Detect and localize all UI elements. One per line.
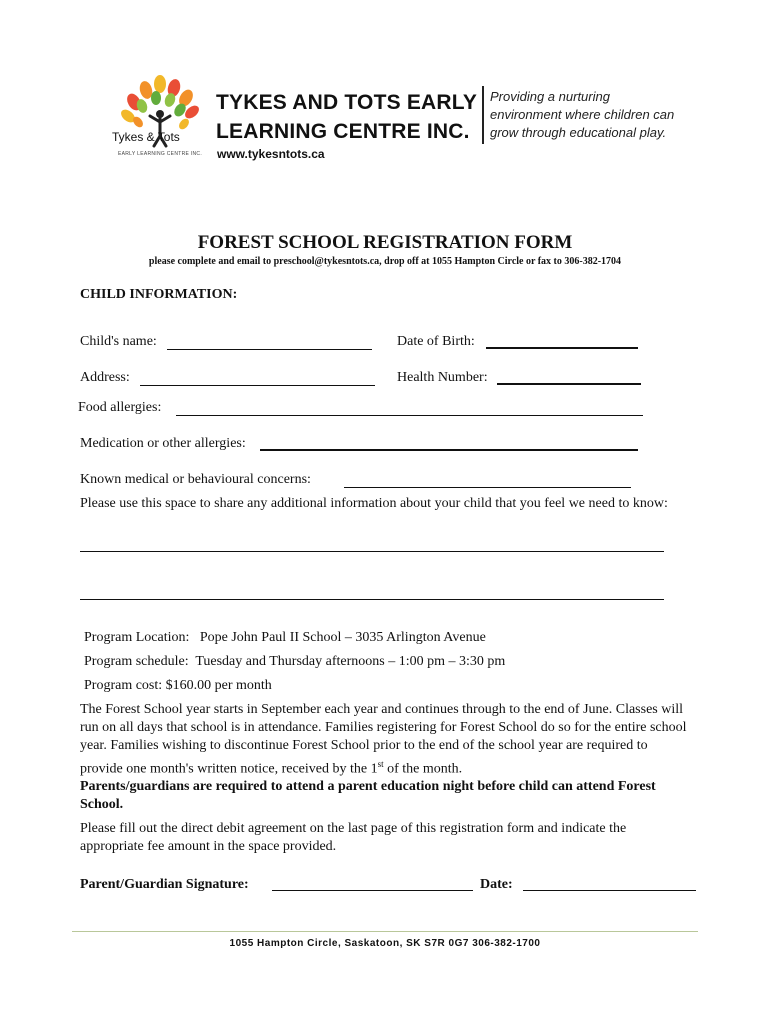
footer-address: 1055 Hampton Circle, Saskatoon, SK S7R 0G7 306-382-1700 — [229, 938, 541, 949]
org-name — [216, 88, 477, 146]
form-subtitle: please complete and email to preschool@tykesntots.ca, drop off at 1055 Hampton Circle or fax to 306-382-1704 — [148, 256, 622, 267]
medication-field[interactable] — [260, 449, 638, 451]
logo-text: Tykes & Tots — [112, 130, 180, 144]
org-name-line1: TYKES AND TOTS EARLY — [216, 91, 478, 114]
health-number-label: Health Number: — [397, 370, 488, 385]
address-label: Address: — [80, 370, 130, 385]
additional-info-line-2[interactable] — [80, 599, 664, 600]
childs-name-field[interactable] — [167, 349, 372, 350]
date-label: Date: — [480, 877, 513, 892]
address-field[interactable] — [140, 385, 375, 386]
policy-superscript: st — [377, 759, 384, 769]
program-location: Program Location: Pope John Paul II School – 3035 Arlington Avenue — [84, 630, 486, 645]
program-schedule: Program schedule: Tuesday and Thursday afternoons – 1:00 pm – 3:30 pm — [84, 654, 506, 669]
policy-text: The Forest School year starts in September each year and continues through to the end of June. Classes will run on all days that school is in attendance. Families registering for Forest School do so for the entire school year. Families wishing to discontinue Forest School prior to the end of the school year are required to provide one month's written notice, received by the 1 — [80, 702, 687, 777]
food-allergies-field[interactable] — [176, 415, 643, 416]
food-allergies-label: Food allergies: — [78, 400, 162, 415]
signature-field[interactable] — [272, 890, 473, 891]
tagline — [490, 88, 674, 142]
org-name-line2: LEARNING CENTRE INC. — [216, 120, 470, 143]
concerns-label: Known medical or behavioural concerns: — [80, 472, 311, 487]
dob-label: Date of Birth: — [397, 334, 475, 349]
org-logo — [112, 70, 212, 162]
concerns-field[interactable] — [344, 487, 631, 488]
signature-label: Parent/Guardian Signature: — [80, 877, 249, 892]
form-title: FOREST SCHOOL REGISTRATION FORM — [197, 232, 573, 253]
policy-paragraph — [80, 701, 692, 779]
tree-hands-icon — [112, 70, 212, 162]
header-divider — [482, 86, 484, 144]
health-number-field[interactable] — [497, 383, 641, 385]
childs-name-label: Child's name: — [80, 334, 157, 349]
tagline-line1: Providing a nurturing — [490, 89, 610, 104]
additional-info-line-1[interactable] — [80, 551, 664, 552]
website-link[interactable]: www.tykesntots.ca — [217, 147, 325, 161]
dob-field[interactable] — [486, 347, 638, 349]
tagline-line2: environment where children can — [490, 107, 675, 122]
policy-text-end: of the month. — [383, 761, 463, 777]
program-cost: Program cost: $160.00 per month — [84, 678, 272, 693]
tagline-line3: grow through educational play. — [490, 125, 667, 140]
additional-info-prompt: Please use this space to share any additional information about your child that you feel we need to know: — [80, 496, 668, 511]
debit-note: Please fill out the direct debit agreement on the last page of this registration form and indicate the appropriate fee amount in the space provided. — [80, 821, 627, 854]
medication-label: Medication or other allergies: — [80, 436, 246, 451]
child-info-heading: CHILD INFORMATION: — [80, 287, 238, 302]
logo-subtext: EARLY LEARNING CENTRE INC. — [118, 151, 203, 157]
date-field[interactable] — [523, 890, 696, 891]
footer-divider — [72, 931, 698, 932]
parent-notice: Parents/guardians are required to attend a parent education night before child can attend Forest School. — [80, 779, 656, 812]
